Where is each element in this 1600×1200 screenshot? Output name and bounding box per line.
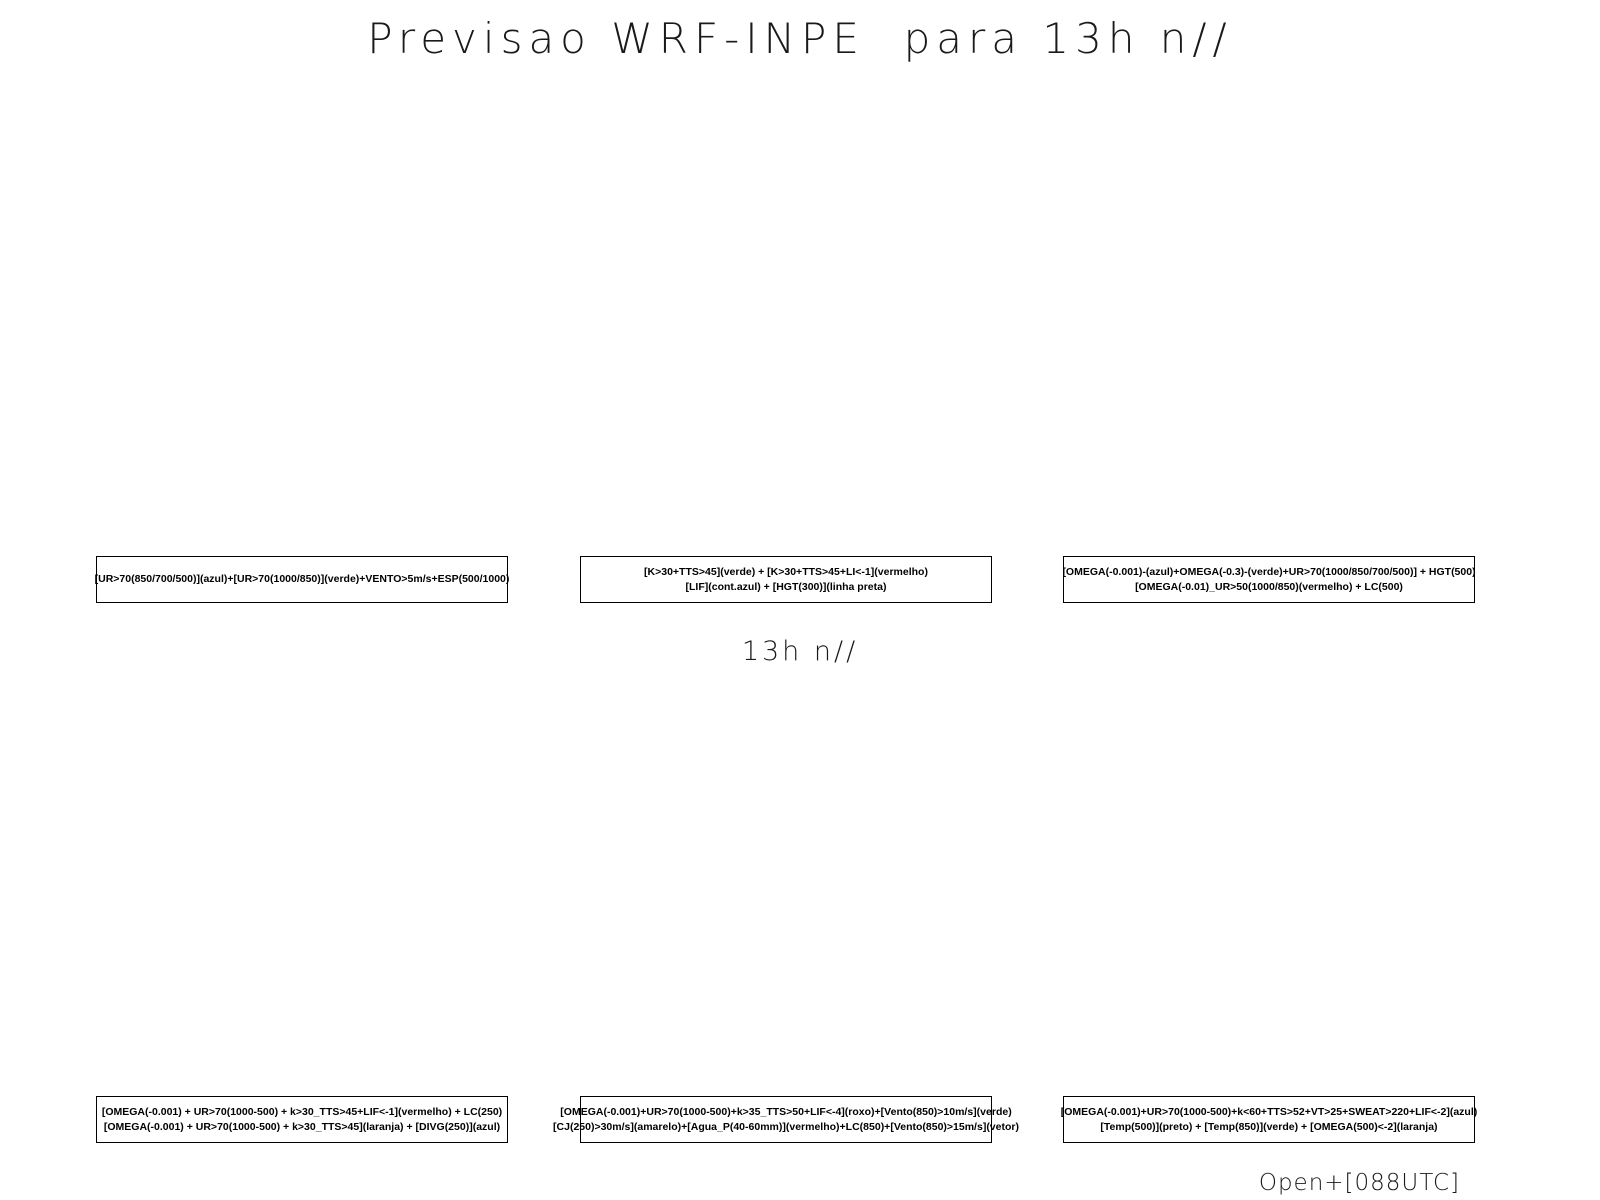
legend-line: [OMEGA(-0.001)+UR>70(1000-500)+k<60+TTS>52+VT>25+SWEAT>220+LIF<-2](azul) [1060, 1105, 1478, 1118]
legend-box-5 [553, 1096, 1019, 1143]
legend-box-1 [96, 556, 508, 603]
legend-line: [K>30+TTS>45](verde) + [K>30+TTS>45+LI<-1](vermelho) [644, 565, 928, 578]
legend-line: [OMEGA(-0.001)-(azul)+OMEGA(-0.3)-(verde)+UR>70(1000/850/700/500)] + HGT(500) [1062, 565, 1476, 578]
legend-line: [OMEGA(-0.001) + UR>70(1000-500) + k>30_TTS>45+LIF<-1](vermelho) + LC(250) [101, 1105, 503, 1118]
legend-line: [OMEGA(-0.01)_UR>50(1000/850)(vermelho) + LC(500) [1135, 580, 1403, 593]
legend-line: [CJ(250)>30m/s](amarelo)+[Agua_P(40-60mm)](vermelho)+LC(850)+[Vento(850)>15m/s](vetor) [553, 1120, 1019, 1133]
legend-box-2 [580, 556, 992, 603]
legend-line: [UR>70(850/700/500)](azul)+[UR>70(1000/850)](verde)+VENTO>5m/s+ESP(500/1000) [94, 573, 510, 585]
page-title: Previsao WRF-INPE para 13h n// [367, 14, 1233, 63]
legend-line: [Temp(500)](preto) + [Temp(850)](verde) + [OMEGA(500)<-2](laranja) [1100, 1120, 1438, 1133]
legend-box-3 [1063, 556, 1475, 603]
legend-line: [LIF](cont.azul) + [HGT(300)](linha preta) [685, 580, 887, 593]
legend-box-6 [1060, 1096, 1478, 1143]
legend-box-4 [96, 1096, 508, 1143]
legend-line: [OMEGA(-0.001)+UR>70(1000-500)+k>35_TTS>50+LIF<-4](roxo)+[Vento(850)>10m/s](verde) [560, 1105, 1012, 1118]
footer-label: Open+[088UTC] [1258, 1170, 1460, 1196]
legend-line: [OMEGA(-0.001) + UR>70(1000-500) + k>30_TTS>45](laranja) + [DIVG(250)](azul) [103, 1120, 501, 1133]
middle-subtitle: 13h n// [741, 636, 859, 667]
